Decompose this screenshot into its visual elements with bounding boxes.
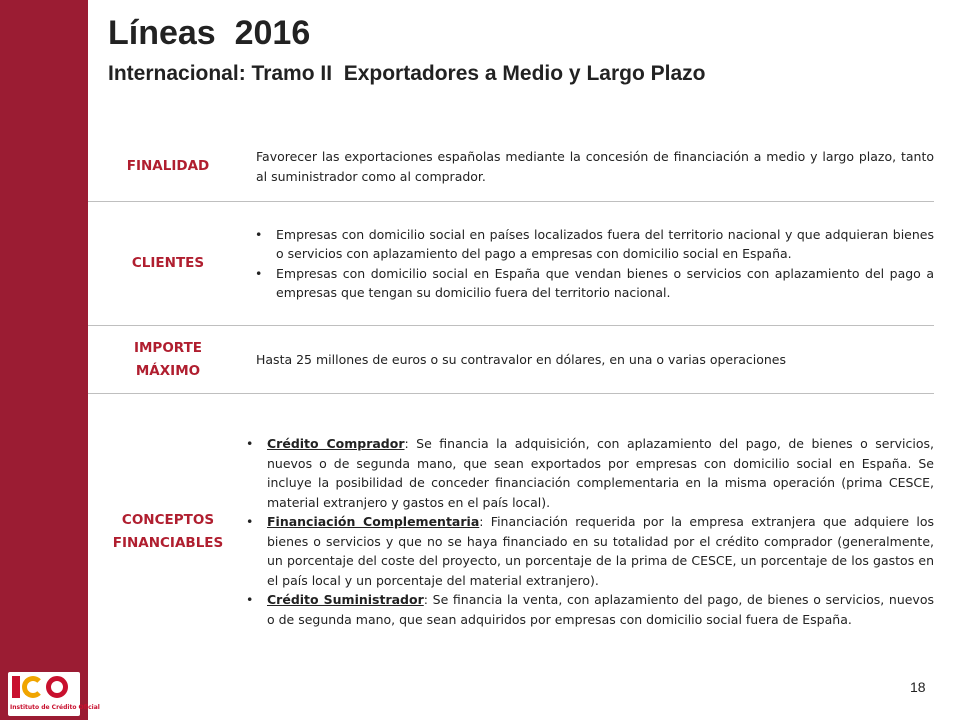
- row-conceptos: [88, 394, 934, 669]
- list-item: • Empresas con domicilio social en países localizados fuera del territorio nacional y que adquieran bienes o servicios con aplazamiento del pago a empresas con domicilio social en España.: [255, 226, 934, 261]
- list-item: • Crédito Comprador: Se financia la adquisición, con aplazamiento del pago, de bienes o servicios, nuevos o de segunda mano, que sean exportados por empresas con domicilio social en España. Se incluye la posibilidad de conceder financiación complementaria en la misma operación (prima CESCE, material extranjero y gastos en el país local).: [246, 436, 934, 510]
- list-item: • Empresas con domicilio social en España que vendan bienes o servicios con aplazamiento del pago a empresas que tengan su domicilio fuera del territorio nacional.: [255, 265, 934, 300]
- importe-text: Hasta 25 millones de euros o su contravalor en dólares, en una o varias operaciones: [256, 351, 787, 367]
- row-label-finalidad: FINALIDAD: [126, 158, 210, 174]
- row-label-conceptos: CONCEPTOS FINANCIABLES: [112, 511, 224, 551]
- logo-caption: Instituto de Crédito Oficial: [10, 704, 100, 711]
- row-clientes: [88, 202, 934, 326]
- page-subtitle: Internacional: Tramo II Exportadores a Medio y Largo Plazo: [108, 62, 706, 85]
- logo-letter-i: [12, 676, 20, 698]
- row-content-clientes: [248, 202, 934, 325]
- finalidad-text: Favorecer las exportaciones españolas mediante la concesión de financiación a medio y largo plazo, tanto al suministrador como al comprador.: [256, 149, 934, 184]
- clientes-list: [255, 225, 934, 303]
- list-item: • Crédito Suministrador: Se financia la venta, con aplazamiento del pago, de bienes o servicios, nuevos o de segunda mano, que sean adquiridos por empresas con domicilio social fuera de España.: [246, 592, 934, 627]
- row-content-finalidad: [248, 132, 934, 201]
- sidebar-accent-bar: [0, 0, 88, 720]
- logo-letter-o: [46, 676, 68, 698]
- info-table: [88, 132, 934, 669]
- bullet-icon: •: [246, 436, 254, 451]
- bullet-icon: •: [255, 265, 263, 281]
- page-number: 18: [910, 679, 926, 695]
- term-credito-comprador: Crédito Comprador: [267, 436, 405, 451]
- ico-logo-mark: [12, 674, 68, 700]
- row-finalidad: [88, 132, 934, 202]
- row-content-importe: [248, 326, 934, 393]
- bullet-icon: •: [255, 226, 263, 242]
- ico-logo: [8, 672, 100, 716]
- row-label-importe: IMPORTE MÁXIMO: [133, 339, 203, 379]
- conceptos-list: [246, 434, 934, 629]
- bullet-icon: •: [246, 592, 254, 607]
- row-label-clientes: CLIENTES: [131, 255, 205, 271]
- term-credito-suministrador: Crédito Suministrador: [267, 592, 424, 607]
- bullet-icon: •: [246, 514, 254, 529]
- list-item: • Financiación Complementaria: Financiación requerida por la empresa extranjera que adquiere los bienes o servicios y que no se haya financiado en su totalidad por el crédito comprador (generalmente, un porcentaje del coste del proyecto, un porcentaje de la prima de CESCE, un porcentaje de los gastos en el país local y un porcentaje del material extranjero).: [246, 514, 934, 588]
- term-financiacion-complementaria: Financiación Complementaria: [267, 514, 480, 529]
- page-title: Líneas 2016: [108, 14, 311, 52]
- row-importe: [88, 326, 934, 394]
- row-content-conceptos: [248, 394, 934, 669]
- logo-letter-c: [22, 676, 44, 698]
